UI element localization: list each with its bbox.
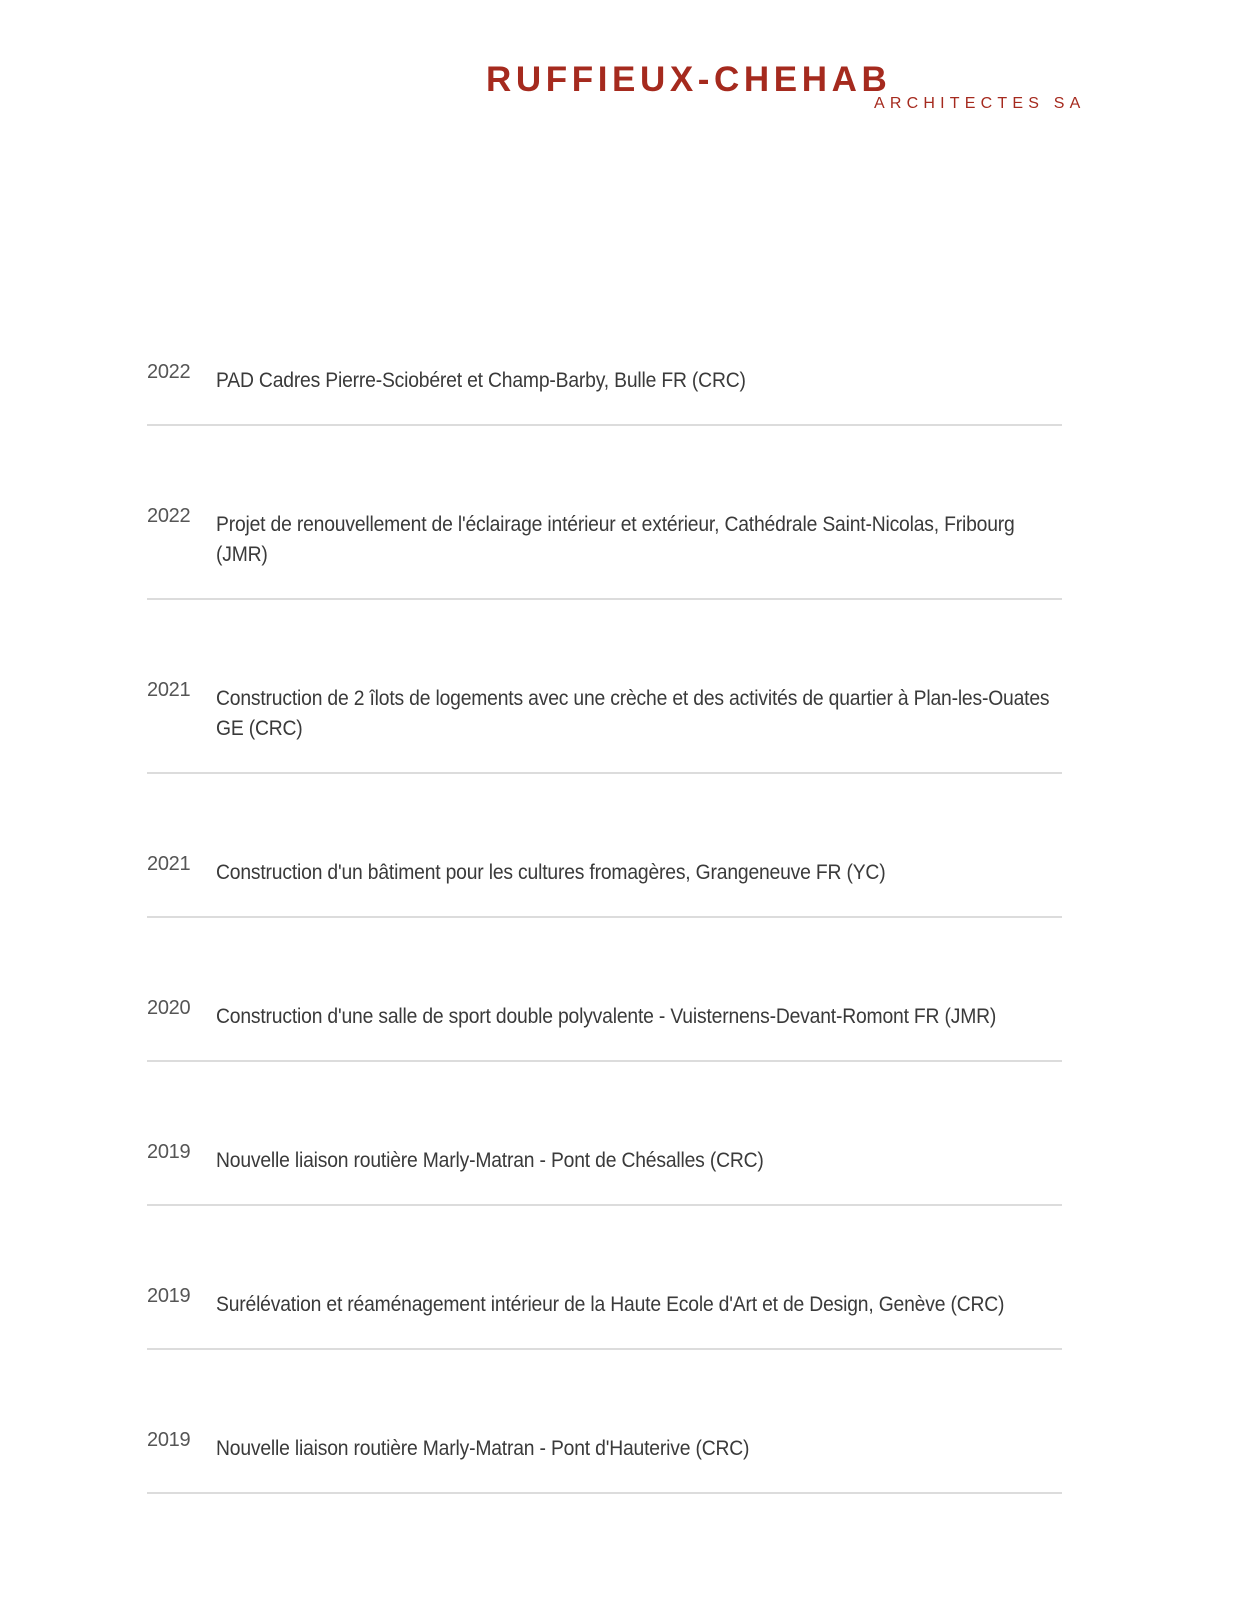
project-item[interactable] (147, 322, 1062, 426)
project-title: Construction de 2 îlots de logements avec une crèche et des activités de quartier à Plan-les-Ouates GE (CRC) (216, 687, 1050, 740)
project-year: 2019 (147, 1429, 191, 1451)
project-item[interactable] (147, 426, 1062, 600)
project-list (147, 322, 1062, 1494)
project-year: 2021 (147, 679, 191, 701)
project-title: Construction d'une salle de sport double polyvalente - Vuisternens-Devant-Romont FR (JMR) (216, 1005, 997, 1028)
project-title: Nouvelle liaison routière Marly-Matran - Pont de Chésalles (CRC) (216, 1149, 764, 1172)
project-item[interactable] (147, 1206, 1062, 1350)
brand-logo-subtitle: ARCHITECTES SA (874, 95, 1086, 112)
project-year: 2019 (147, 1141, 191, 1163)
project-item[interactable] (147, 1062, 1062, 1206)
project-title: PAD Cadres Pierre-Sciobéret et Champ-Barby, Bulle FR (CRC) (216, 369, 746, 392)
project-item[interactable] (147, 1350, 1062, 1494)
project-title: Projet de renouvellement de l'éclairage intérieur et extérieur, Cathédrale Saint-Nicolas, Fribourg (JMR) (216, 513, 1015, 566)
project-title: Nouvelle liaison routière Marly-Matran - Pont d'Hauterive (CRC) (216, 1437, 750, 1460)
project-item[interactable] (147, 774, 1062, 918)
project-year: 2019 (147, 1285, 191, 1307)
project-year: 2022 (147, 505, 191, 527)
project-item[interactable] (147, 918, 1062, 1062)
project-title: Construction d'un bâtiment pour les cultures fromagères, Grangeneuve FR (YC) (216, 861, 886, 884)
site-header (0, 0, 1246, 140)
project-item[interactable] (147, 600, 1062, 774)
project-title: Surélévation et réaménagement intérieur de la Haute Ecole d'Art et de Design, Genève (CRC) (216, 1293, 1005, 1316)
brand-logo-name[interactable]: RUFFIEUX-CHEHAB (486, 60, 892, 99)
project-year: 2021 (147, 853, 191, 875)
project-year: 2022 (147, 361, 191, 383)
project-year: 2020 (147, 997, 191, 1019)
